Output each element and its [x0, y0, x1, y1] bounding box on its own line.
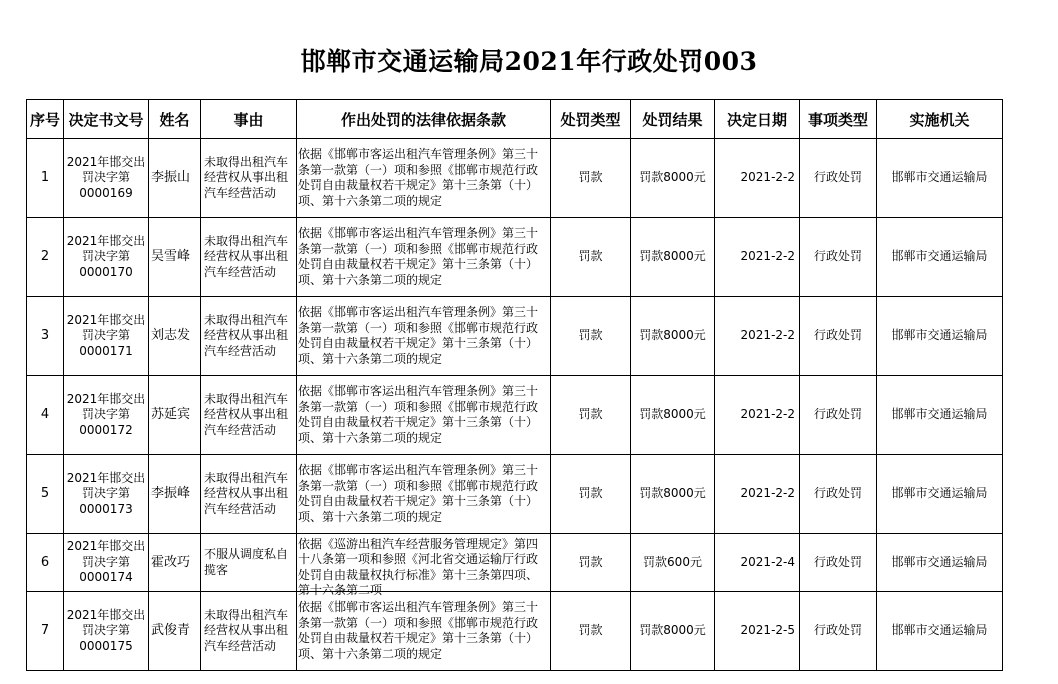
- cell-basis: [297, 376, 551, 455]
- cell-authority: 邯郸市交通运输局: [877, 534, 1003, 592]
- header-doc-no: 决定书文号: [64, 100, 149, 139]
- cell-basis-text: 依据《邯郸市客运出租汽车管理条例》第三十条第一款第（一）项和参照《邯郸市规范行政处罚自由裁量权若干规定》第十三条第（十）项、第十六条第二项的规定: [298, 147, 539, 208]
- cell-reason: 未取得出租汽车经营权从事出租汽车经营活动: [201, 297, 297, 376]
- table-row: [27, 376, 1003, 455]
- cell-reason: 未取得出租汽车经营权从事出租汽车经营活动: [201, 592, 297, 671]
- header-reason: 事由: [201, 100, 297, 139]
- cell-penalty-type: 罚款: [551, 218, 631, 297]
- cell-authority: 邯郸市交通运输局: [877, 139, 1003, 218]
- cell-reason: 不服从调度私自揽客: [201, 534, 297, 592]
- cell-result: 罚款8000元: [631, 376, 715, 455]
- cell-reason: 未取得出租汽车经营权从事出租汽车经营活动: [201, 455, 297, 534]
- header-item-type: 事项类型: [800, 100, 877, 139]
- cell-doc-no: 2021年邯交出罚决字第0000172: [64, 376, 149, 455]
- cell-name: 刘志发: [149, 297, 201, 376]
- header-name: 姓名: [149, 100, 201, 139]
- cell-basis-text: 依据《邯郸市客运出租汽车管理条例》第三十条第一款第（一）项和参照《邯郸市规范行政处罚自由裁量权若干规定》第十三条第（十）项、第十六条第二项的规定: [298, 384, 539, 445]
- cell-date: 2021-2-2: [715, 218, 800, 297]
- cell-penalty-type: 罚款: [551, 376, 631, 455]
- cell-result: 罚款8000元: [631, 297, 715, 376]
- cell-item-type: 行政处罚: [800, 534, 877, 592]
- table-row: [27, 139, 1003, 218]
- cell-item-type: 行政处罚: [800, 455, 877, 534]
- cell-basis-text: 依据《巡游出租汽车经营服务管理规定》第四十八条第一项和参照《河北省交通运输厅行政处罚自由裁量权执行标准》第十三条第四项、第十六条第二项: [298, 536, 539, 597]
- cell-date: 2021-2-2: [715, 455, 800, 534]
- cell-name: 李振山: [149, 139, 201, 218]
- cell-basis-text: 依据《邯郸市客运出租汽车管理条例》第三十条第一款第（一）项和参照《邯郸市规范行政处罚自由裁量权若干规定》第十三条第（十）项、第十六条第二项的规定: [298, 463, 539, 524]
- cell-penalty-type: 罚款: [551, 139, 631, 218]
- cell-item-type: 行政处罚: [800, 218, 877, 297]
- cell-basis-text: 依据《邯郸市客运出租汽车管理条例》第三十条第一款第（一）项和参照《邯郸市规范行政处罚自由裁量权若干规定》第十三条第（十）项、第十六条第二项的规定: [298, 600, 539, 661]
- header-row: [27, 100, 1003, 139]
- cell-doc-no: 2021年邯交出罚决字第0000171: [64, 297, 149, 376]
- penalty-table: [26, 99, 1003, 671]
- cell-penalty-type: 罚款: [551, 592, 631, 671]
- cell-name: 李振峰: [149, 455, 201, 534]
- cell-authority: 邯郸市交通运输局: [877, 297, 1003, 376]
- table-row: [27, 592, 1003, 671]
- cell-seq: 2: [27, 218, 64, 297]
- document-title: 邯郸市交通运输局2021年行政处罚003: [300, 47, 758, 76]
- cell-basis: [297, 455, 551, 534]
- cell-basis: [297, 534, 551, 597]
- cell-doc-no: 2021年邯交出罚决字第0000174: [64, 534, 149, 592]
- cell-authority: 邯郸市交通运输局: [877, 218, 1003, 297]
- cell-authority: 邯郸市交通运输局: [877, 455, 1003, 534]
- cell-seq: 3: [27, 297, 64, 376]
- cell-seq: 4: [27, 376, 64, 455]
- table-row: [27, 455, 1003, 534]
- cell-result: 罚款8000元: [631, 592, 715, 671]
- cell-result: 罚款8000元: [631, 139, 715, 218]
- cell-penalty-type: 罚款: [551, 297, 631, 376]
- cell-basis-text: 依据《邯郸市客运出租汽车管理条例》第三十条第一款第（一）项和参照《邯郸市规范行政处罚自由裁量权若干规定》第十三条第（十）项、第十六条第二项的规定: [298, 305, 539, 366]
- cell-doc-no: 2021年邯交出罚决字第0000170: [64, 218, 149, 297]
- header-basis: 作出处罚的法律依据条款: [297, 100, 551, 139]
- table-row: [27, 534, 1003, 592]
- cell-name: 苏延宾: [149, 376, 201, 455]
- header-date: 决定日期: [715, 100, 800, 139]
- table-row: [27, 218, 1003, 297]
- cell-doc-no: 2021年邯交出罚决字第0000169: [64, 139, 149, 218]
- cell-reason: 未取得出租汽车经营权从事出租汽车经营活动: [201, 139, 297, 218]
- cell-basis: [297, 218, 551, 297]
- cell-authority: 邯郸市交通运输局: [877, 592, 1003, 671]
- cell-name: 吴雪峰: [149, 218, 201, 297]
- cell-result: 罚款8000元: [631, 218, 715, 297]
- cell-seq: 6: [27, 534, 64, 592]
- cell-basis-text: 依据《邯郸市客运出租汽车管理条例》第三十条第一款第（一）项和参照《邯郸市规范行政处罚自由裁量权若干规定》第十三条第（十）项、第十六条第二项的规定: [298, 226, 539, 287]
- header-penalty-type: 处罚类型: [551, 100, 631, 139]
- table-row: [27, 297, 1003, 376]
- cell-authority: 邯郸市交通运输局: [877, 376, 1003, 455]
- cell-date: 2021-2-2: [715, 297, 800, 376]
- cell-basis: [297, 592, 551, 671]
- cell-item-type: 行政处罚: [800, 376, 877, 455]
- cell-name: 武俊青: [149, 592, 201, 671]
- cell-doc-no: 2021年邯交出罚决字第0000175: [64, 592, 149, 671]
- cell-penalty-type: 罚款: [551, 455, 631, 534]
- cell-penalty-type: 罚款: [551, 534, 631, 592]
- cell-doc-no: 2021年邯交出罚决字第0000173: [64, 455, 149, 534]
- cell-result: 罚款8000元: [631, 455, 715, 534]
- header-seq: 序号: [27, 100, 64, 139]
- cell-item-type: 行政处罚: [800, 139, 877, 218]
- cell-reason: 未取得出租汽车经营权从事出租汽车经营活动: [201, 218, 297, 297]
- cell-basis: [297, 297, 551, 376]
- cell-item-type: 行政处罚: [800, 297, 877, 376]
- cell-seq: 7: [27, 592, 64, 671]
- cell-date: 2021-2-2: [715, 376, 800, 455]
- header-authority: 实施机关: [877, 100, 1003, 139]
- cell-result: 罚款600元: [631, 534, 715, 592]
- cell-name: 霍改巧: [149, 534, 201, 592]
- cell-date: 2021-2-2: [715, 139, 800, 218]
- cell-reason: 未取得出租汽车经营权从事出租汽车经营活动: [201, 376, 297, 455]
- cell-seq: 5: [27, 455, 64, 534]
- cell-date: 2021-2-4: [715, 534, 800, 592]
- header-result: 处罚结果: [631, 100, 715, 139]
- cell-date: 2021-2-5: [715, 592, 800, 671]
- cell-item-type: 行政处罚: [800, 592, 877, 671]
- cell-seq: 1: [27, 139, 64, 218]
- cell-basis: [297, 139, 551, 218]
